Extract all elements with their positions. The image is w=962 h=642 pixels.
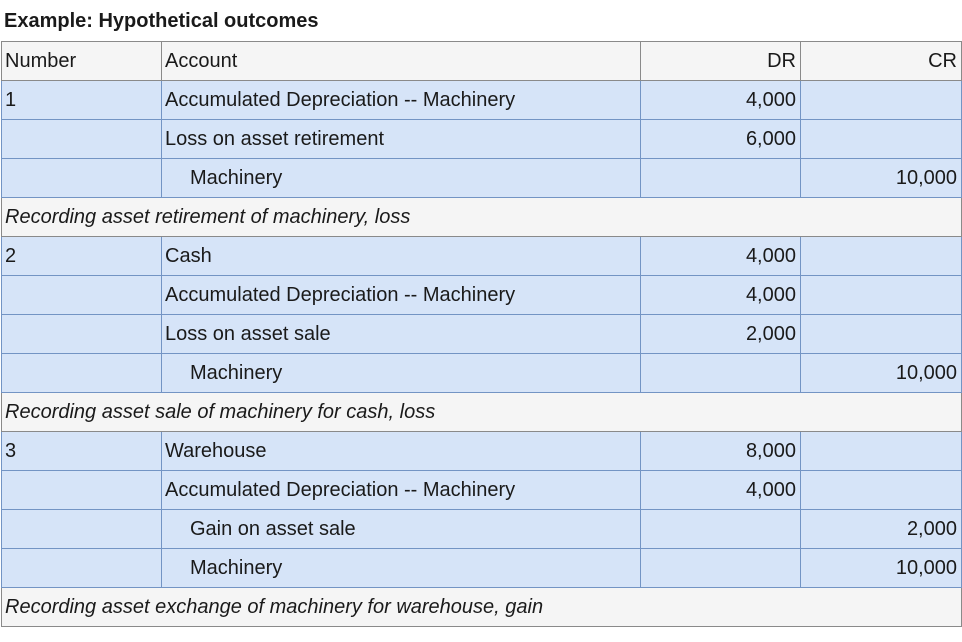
entry-description: Recording asset sale of machinery for cash, loss xyxy=(2,393,962,432)
account-cell: Machinery xyxy=(162,549,641,588)
credit-cell xyxy=(801,81,962,120)
debit-cell: 2,000 xyxy=(641,315,801,354)
entry-number xyxy=(2,159,162,198)
table-row xyxy=(2,159,962,198)
account-cell: Loss on asset sale xyxy=(162,315,641,354)
account-cell: Warehouse xyxy=(162,432,641,471)
table-row xyxy=(2,549,962,588)
table-row xyxy=(2,81,962,120)
credit-cell: 2,000 xyxy=(801,510,962,549)
header-row xyxy=(2,42,962,81)
credit-cell: 10,000 xyxy=(801,159,962,198)
account-cell: Accumulated Depreciation -- Machinery xyxy=(162,276,641,315)
account-cell: Machinery xyxy=(162,354,641,393)
account-cell: Loss on asset retirement xyxy=(162,120,641,159)
table-row xyxy=(2,354,962,393)
credit-cell xyxy=(801,471,962,510)
table-row xyxy=(2,276,962,315)
credit-cell: 10,000 xyxy=(801,354,962,393)
table-row xyxy=(2,315,962,354)
entry-description-row xyxy=(2,198,962,237)
debit-cell xyxy=(641,510,801,549)
entry-description-row xyxy=(2,588,962,627)
debit-cell: 8,000 xyxy=(641,432,801,471)
debit-cell: 4,000 xyxy=(641,471,801,510)
credit-cell xyxy=(801,237,962,276)
entry-number: 1 xyxy=(2,81,162,120)
column-header-number: Number xyxy=(2,42,162,81)
account-cell: Accumulated Depreciation -- Machinery xyxy=(162,471,641,510)
entry-number: 2 xyxy=(2,237,162,276)
entry-number xyxy=(2,354,162,393)
entry-number xyxy=(2,315,162,354)
journal-table xyxy=(1,41,962,627)
entry-description: Recording asset exchange of machinery for warehouse, gain xyxy=(2,588,962,627)
credit-cell: 10,000 xyxy=(801,549,962,588)
credit-cell xyxy=(801,315,962,354)
column-header-cr: CR xyxy=(801,42,962,81)
debit-cell xyxy=(641,159,801,198)
table-row xyxy=(2,237,962,276)
debit-cell: 4,000 xyxy=(641,276,801,315)
page-title: Example: Hypothetical outcomes xyxy=(4,10,319,32)
debit-cell xyxy=(641,549,801,588)
entry-description: Recording asset retirement of machinery, loss xyxy=(2,198,962,237)
credit-cell xyxy=(801,432,962,471)
table-row xyxy=(2,471,962,510)
column-header-dr: DR xyxy=(641,42,801,81)
debit-cell: 6,000 xyxy=(641,120,801,159)
debit-cell: 4,000 xyxy=(641,81,801,120)
debit-cell xyxy=(641,354,801,393)
table-row xyxy=(2,120,962,159)
entry-number xyxy=(2,120,162,159)
credit-cell xyxy=(801,276,962,315)
entry-description-row xyxy=(2,393,962,432)
column-header-account: Account xyxy=(162,42,641,81)
entry-number xyxy=(2,276,162,315)
account-cell: Cash xyxy=(162,237,641,276)
debit-cell: 4,000 xyxy=(641,237,801,276)
account-cell: Machinery xyxy=(162,159,641,198)
table-row xyxy=(2,510,962,549)
entry-number xyxy=(2,471,162,510)
table-row xyxy=(2,432,962,471)
account-cell: Accumulated Depreciation -- Machinery xyxy=(162,81,641,120)
account-cell: Gain on asset sale xyxy=(162,510,641,549)
entry-number: 3 xyxy=(2,432,162,471)
credit-cell xyxy=(801,120,962,159)
entry-number xyxy=(2,549,162,588)
entry-number xyxy=(2,510,162,549)
